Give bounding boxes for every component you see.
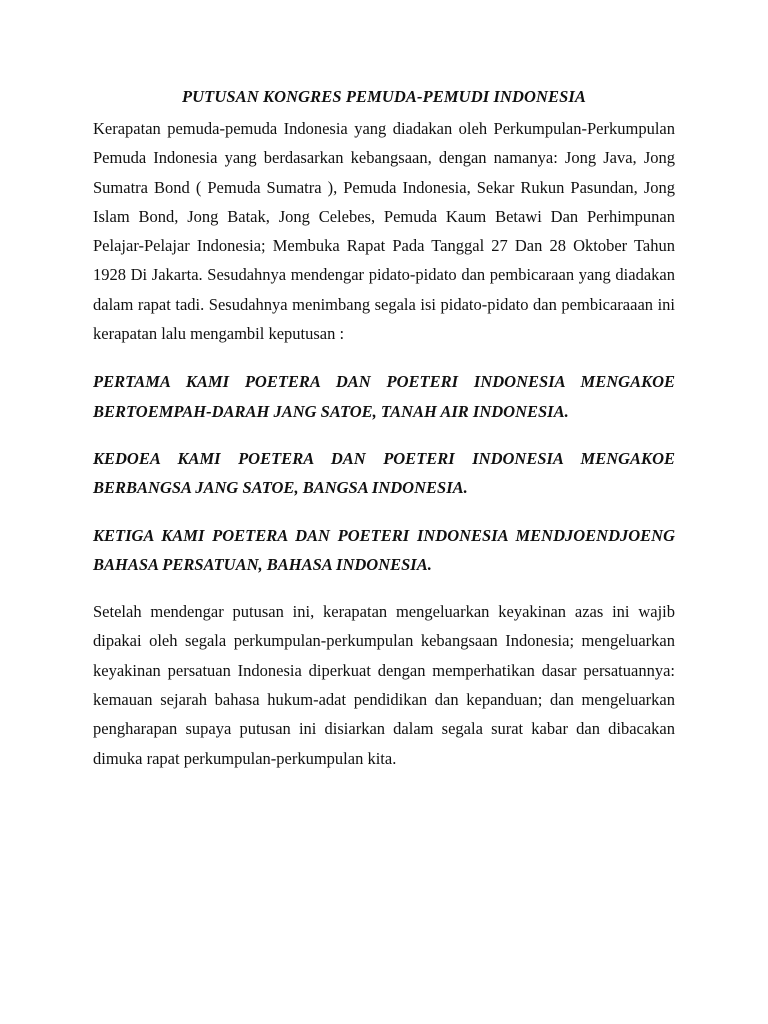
document-title: PUTUSAN KONGRES PEMUDA-PEMUDI INDONESIA (181, 87, 587, 106)
pledge-second: KEDOEA KAMI POETERA DAN POETERI INDONESIA MENGAKOE BERBANGSA JANG SATOE, BANGSA INDONESIA. (93, 448, 675, 498)
closing-paragraph: Setelah mendengar putusan ini, kerapatan mengeluarkan keyakinan azas ini wajib dipakai oleh segala perkumpulan-perkumpulan kebangsaan Indonesia; mengeluarkan keyakinan persatuan Indonesia diperkuat dengan memperhatikan dasar persatuannya: kemauan sejarah bahasa hukum-adat pendidikan dan kepanduan; dan mengeluarkan pengharapan supaya putusan ini disiarkan dalam segala surat kabar dan dibacakan dimuka rapat perkumpulan-perkumpulan kita. (93, 602, 675, 768)
document-page (93, 86, 675, 773)
intro-paragraph: Kerapatan pemuda-pemuda Indonesia yang diadakan oleh Perkumpulan-Perkumpulan Pemuda Indonesia yang berdasarkan kebangsaan, dengan namanya: Jong Java, Jong Sumatra Bond ( Pemuda Sumatra ), Pemuda Indonesia, Sekar Rukun Pasundan, Jong Islam Bond, Jong Batak, Jong Celebes, Pemuda Kaum Betawi Dan Perhimpunan Pelajar-Pelajar Indonesia; Membuka Rapat Pada Tanggal 27 Dan 28 Oktober Tahun 1928 Di Jakarta. Sesudahnya mendengar pidato-pidato dan pembicaraan yang diadakan dalam rapat tadi. Sesudahnya menimbang segala isi pidato-pidato dan pembicaraaan ini kerapatan lalu mengambil keputusan : (93, 119, 675, 344)
pledge-first: PERTAMA KAMI POETERA DAN POETERI INDONESIA MENGAKOE BERTOEMPAH-DARAH JANG SATOE, TANAH AIR INDONESIA. (93, 372, 675, 421)
pledge-third: KETIGA KAMI POETERA DAN POETERI INDONESIA MENDJOENDJOENG BAHASA PERSATUAN, BAHASA INDONESIA. (93, 525, 675, 574)
